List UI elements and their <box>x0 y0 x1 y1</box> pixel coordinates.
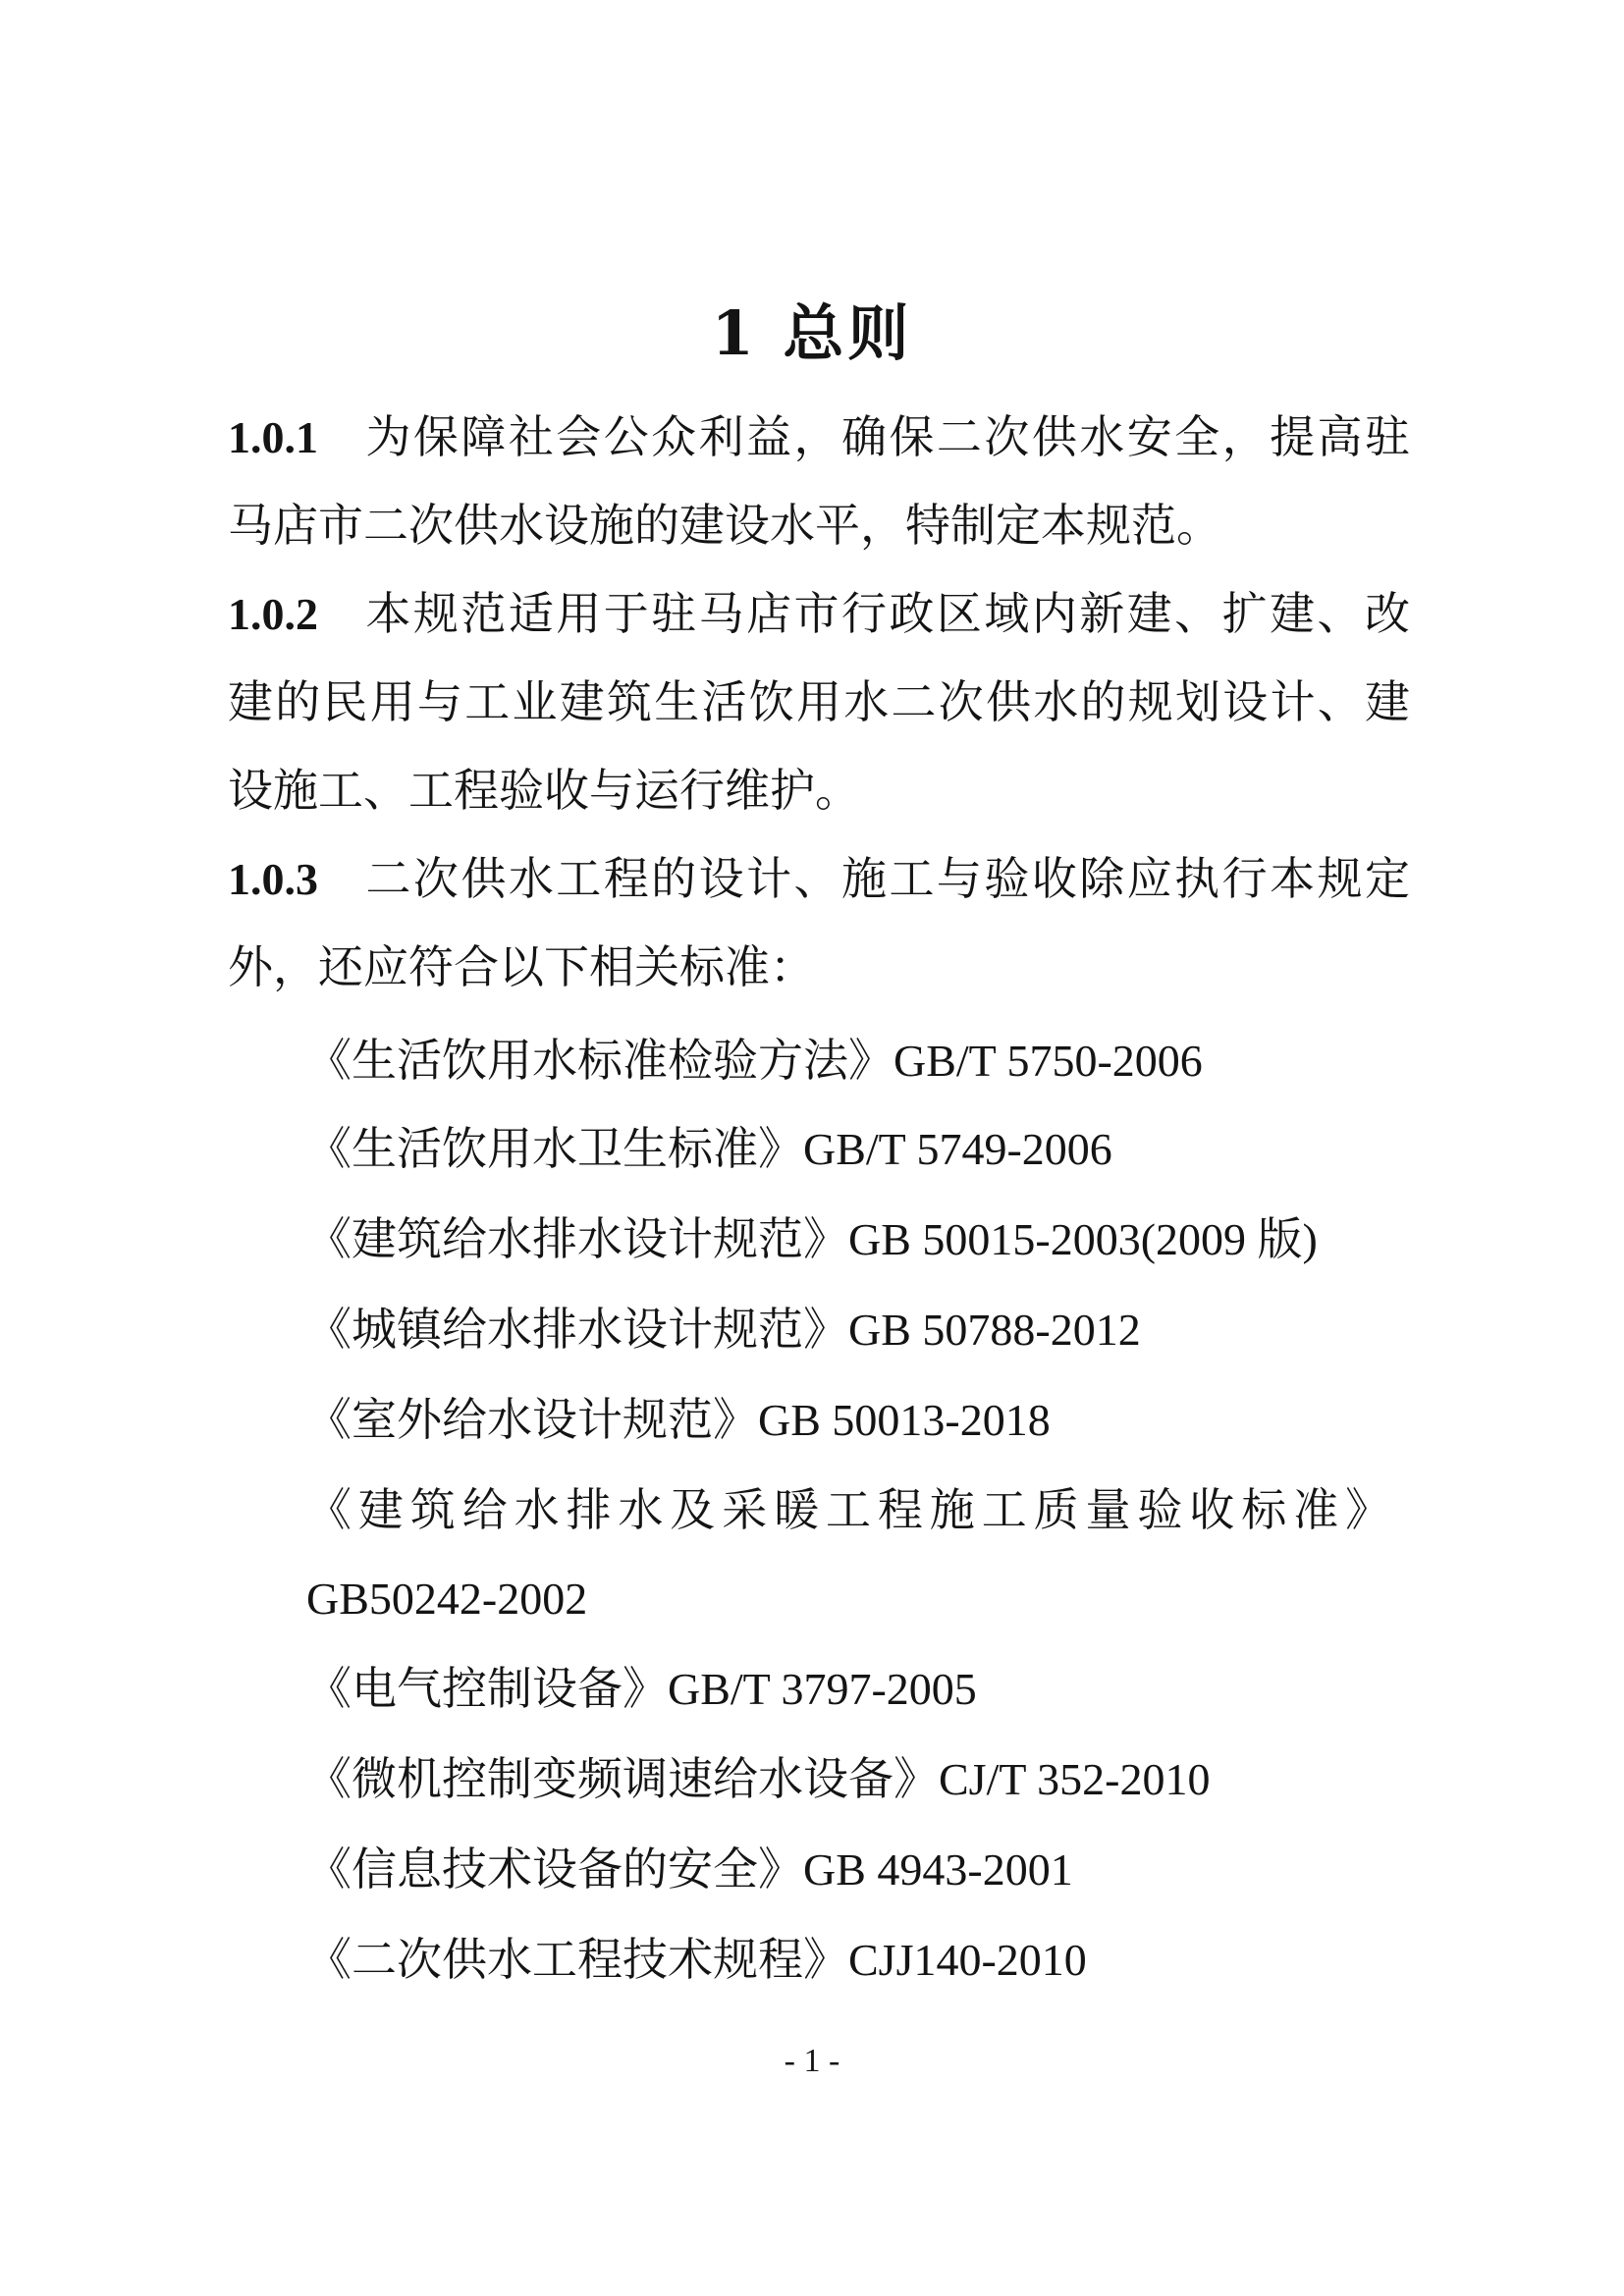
standard-code: GB 50788-2012 <box>848 1305 1141 1355</box>
clause-number: 1.0.3 <box>228 854 318 904</box>
standard-name: 《建筑给水排水及采暖工程施工质量验收标准》 <box>306 1483 1390 1536</box>
standard-code: GB 50015-2003(2009 版) <box>848 1214 1318 1264</box>
standard-code: GB/T 3797-2005 <box>668 1664 977 1714</box>
standard-code: CJ/T 352-2010 <box>939 1754 1211 1804</box>
standard-item <box>306 1119 1112 1179</box>
standard-code: GB 4943-2001 <box>803 1844 1073 1895</box>
standard-name: 《二次供水工程技术规程》 <box>306 1933 848 1986</box>
standard-name: 《生活饮用水卫生标准》 <box>306 1122 803 1175</box>
standard-item <box>306 1300 1141 1360</box>
clause-2-line-3 <box>228 761 860 820</box>
standard-code: GB/T 5750-2006 <box>893 1036 1203 1086</box>
standard-item <box>306 1390 1051 1450</box>
standard-name: 《电气控制设备》 <box>306 1662 668 1715</box>
standard-name: 《室外给水设计规范》 <box>306 1393 758 1446</box>
standard-item <box>306 1209 1318 1269</box>
standard-name: 《建筑给水排水设计规范》 <box>306 1212 848 1265</box>
clause-text: 为保障社会公众利益，确保二次供水安全，提高驻 <box>363 410 1410 463</box>
standard-name: 《微机控制变频调速给水设备》 <box>306 1752 939 1805</box>
clause-3-line-2 <box>228 937 815 996</box>
standard-item <box>306 1031 1203 1091</box>
standard-item <box>306 1749 1210 1809</box>
clause-number: 1.0.2 <box>228 589 318 639</box>
standard-item-continued <box>306 1569 587 1629</box>
standard-code: GB/T 5749-2006 <box>803 1124 1112 1174</box>
clause-text: 建的民用与工业建筑生活饮用水二次供水的规划设计、建 <box>228 675 1410 728</box>
clause-text: 二次供水工程的设计、施工与验收除应执行本规定 <box>363 852 1410 905</box>
standard-item <box>306 1659 977 1719</box>
standard-item <box>306 1480 1390 1539</box>
page-number: - 1 - <box>784 2043 840 2079</box>
clause-1-line-2 <box>228 496 1221 555</box>
standard-name: 《信息技术设备的安全》 <box>306 1842 803 1896</box>
standard-item <box>306 1840 1073 1899</box>
clause-text: 马店市二次供水设施的建设水平，特制定本规范。 <box>228 499 1221 552</box>
clause-3-line-1 <box>228 849 1410 909</box>
clause-2-line-1 <box>228 584 1410 644</box>
standard-code: CJJ140-2010 <box>848 1935 1087 1985</box>
standard-code: GB 50013-2018 <box>758 1395 1051 1445</box>
clause-1-line-1 <box>228 407 1410 467</box>
standard-name: 《生活饮用水标准检验方法》 <box>306 1034 893 1087</box>
clause-text: 本规范适用于驻马店市行政区域内新建、扩建、改 <box>363 587 1410 640</box>
clause-number: 1.0.1 <box>228 412 318 462</box>
standard-code: GB50242-2002 <box>306 1574 588 1624</box>
chapter-title: 1 总则 <box>711 297 913 369</box>
standard-name: 《城镇给水排水设计规范》 <box>306 1303 848 1356</box>
standard-item <box>306 1930 1087 1990</box>
clause-2-line-2 <box>228 672 1410 731</box>
clause-text: 设施工、工程验收与运行维护。 <box>228 764 860 817</box>
clause-text: 外，还应符合以下相关标准： <box>228 940 815 993</box>
